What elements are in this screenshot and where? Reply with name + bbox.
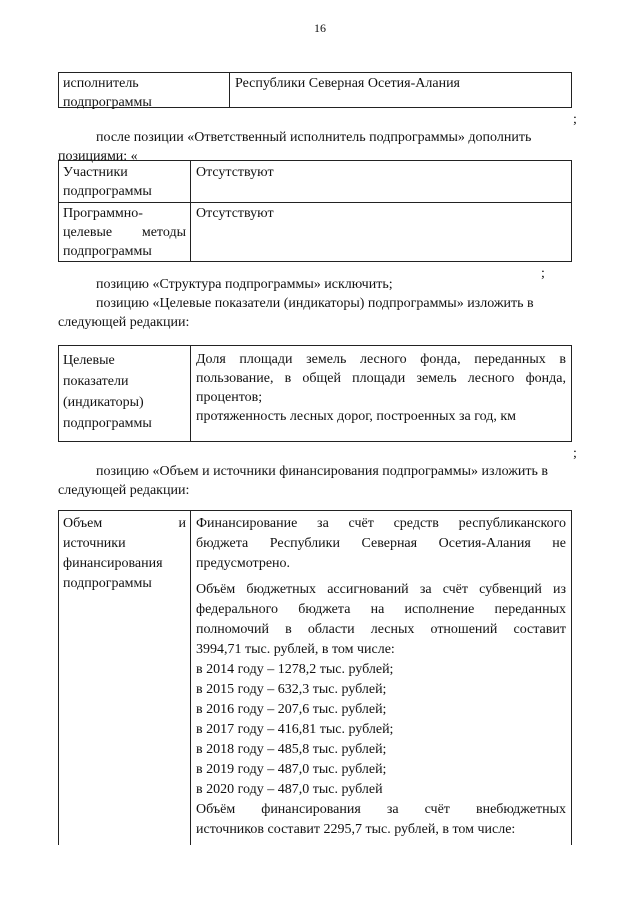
list-item: в 2018 году – 485,8 тыс. рублей;	[196, 742, 387, 757]
extrabudget-block: Объём финансирования за счёт внебюджетных источников составит 2295,7 тыс. рублей, в том числе:	[196, 802, 566, 837]
list-item: в 2014 году – 1278,2 тыс. рублей;	[196, 662, 394, 677]
table-indicators	[58, 345, 572, 442]
row-divider	[59, 202, 571, 203]
participants-label: Участники подпрограммы	[63, 165, 152, 199]
federal-budget-block: Объём бюджетных ассигнований за счёт субвенций из федерального бюджета на исполнение переданных полномочий в области лесных отношений составит 3994,71 тыс. рублей, в том числе:	[196, 582, 566, 657]
yearly-amounts-list	[196, 660, 566, 800]
list-item: в 2019 году – 487,0 тыс. рублей;	[196, 762, 387, 777]
semicolon-2: ;	[541, 266, 545, 281]
methods-label: Программно- целевые методы подпрограммы	[63, 206, 186, 259]
participants-value: Отсутствуют	[196, 165, 274, 180]
financing-value	[192, 514, 570, 840]
paragraph-structure: позицию «Структура подпрограммы» исключить; позицию «Целевые показатели (индикаторы) подпрограммы» изложить в следующей редакции:	[58, 277, 534, 330]
methods-label-word-1: целевые	[63, 225, 113, 240]
methods-label-word-2: методы	[141, 225, 186, 240]
methods-value: Отсутствуют	[196, 206, 274, 221]
table-financing	[58, 510, 572, 845]
semicolon-3: ;	[573, 446, 577, 461]
table-divider	[190, 161, 191, 261]
paragraph-after-executor: после позиции «Ответственный исполнитель подпрограммы» дополнить позициями: «	[58, 130, 532, 164]
indicators-label: Целевые показатели (индикаторы) подпрограммы	[63, 353, 152, 431]
semicolon-1: ;	[573, 112, 577, 127]
table-participants	[58, 160, 572, 262]
page-number: 16	[314, 21, 326, 35]
indicators-value: Доля площади земель лесного фонда, переданных в пользование, в общей площади земель лесного фонда, процентов; протяженность лесных дорог, построенных за год, км	[196, 352, 566, 424]
list-item: в 2015 году – 632,3 тыс. рублей;	[196, 682, 387, 697]
list-item: в 2016 году – 207,6 тыс. рублей;	[196, 702, 387, 717]
paragraph-financing: позицию «Объем и источники финансирования подпрограммы» изложить в следующей редакции:	[58, 464, 548, 498]
list-item: в 2020 году – 487,0 тыс. рублей	[196, 782, 383, 797]
executor-label: исполнитель подпрограммы	[63, 76, 152, 110]
financing-label: Объем и источники финансирования подпрограммы	[63, 516, 186, 591]
table-divider	[190, 346, 191, 441]
table-divider	[229, 73, 230, 107]
list-item: в 2017 году – 416,81 тыс. рублей;	[196, 722, 394, 737]
executor-value: Республики Северная Осетия-Алания	[235, 76, 460, 91]
republic-budget-block: Финансирование за счёт средств республиканского бюджета Республики Северная Осетия-Алания не предусмотрено.	[196, 516, 566, 571]
table-divider	[190, 511, 191, 845]
table-executor	[58, 72, 572, 108]
